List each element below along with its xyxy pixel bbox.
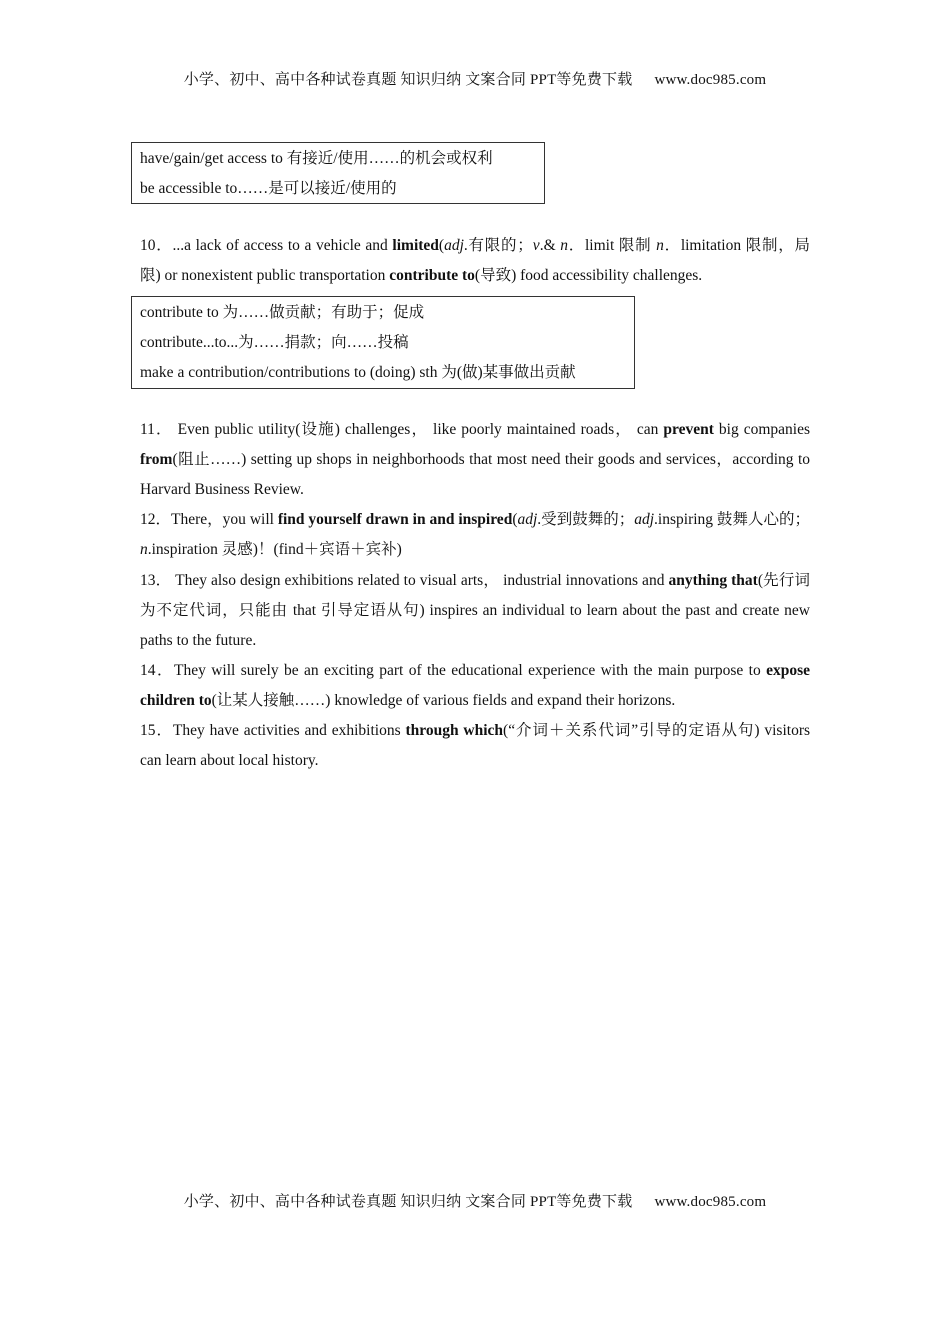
contribute-phrase-box (131, 296, 635, 389)
item14-text-1: 14．They will surely be an exciting part of the educational experience with the main purpose to (140, 662, 767, 679)
item12-text-5: .inspiration 灵感)！(find＋宾语＋宾补) (147, 541, 402, 558)
item11-bold-2: from (140, 451, 173, 468)
header-url-link[interactable]: www.doc985.com (654, 72, 767, 88)
item14-text-2: (让某人接触……) knowledge of various fields and expand their horizons. (211, 692, 676, 709)
item12-text-2: ( (512, 511, 518, 528)
item15-bold-1: through which (405, 722, 504, 739)
item-10 (140, 231, 810, 291)
item12-text-3: .受到鼓舞的； (537, 511, 635, 528)
item10-text-3: .有限的； (463, 237, 533, 254)
access-phrase-box (131, 142, 545, 204)
item10-italic-2: v (532, 237, 540, 254)
item-14 (140, 656, 810, 716)
item10-text-2: ( (438, 237, 445, 254)
item13-text-1: 13． They also design exhibitions related to visual arts， industrial innovations and (140, 572, 669, 589)
footer-url-link[interactable]: www.doc985.com (654, 1194, 767, 1210)
item12-text-4: .inspiring 鼓舞人心的； (654, 511, 810, 528)
item10-bold-1: limited (392, 237, 439, 254)
item12-bold-1: find yourself drawn in and inspired (277, 511, 513, 528)
item11-text-1: 11． Even public utility(设施) challenges， like poorly maintained roads， can (140, 421, 664, 438)
item15-text-2: (“介词＋关系代词”引导的定语从句) visitors can learn about local history. (140, 722, 811, 769)
item10-italic-3: n (560, 237, 568, 254)
item12-italic-1: adj (517, 511, 538, 528)
item15-text-1: 15．They have activities and exhibitions (140, 722, 406, 739)
page-footer (0, 1190, 950, 1211)
footer-text: 小学、初中、高中各种试卷真题 知识归纳 文案合同 PPT等免费下载 (183, 1194, 633, 1210)
item11-text-3: (阻止……) setting up shops in neighborhoods that most need their goods and services，according to Harvard Business Review. (140, 451, 810, 498)
header-text: 小学、初中、高中各种试卷真题 知识归纳 文案合同 PPT等免费下载 (183, 72, 633, 88)
box2-line-2: contribute...to...为……捐款；向……投稿 (140, 334, 409, 351)
item11-text-2: big companies (713, 421, 810, 438)
page-header (0, 68, 950, 89)
item11-bold-1: prevent (663, 421, 714, 438)
item13-bold-1: anything that (668, 572, 758, 589)
item13-text-2: (先行词为不定代词，只能由 that 引导定语从句) inspires an individual to learn about the past and create new paths to the future. (140, 572, 810, 649)
item-12 (140, 505, 810, 565)
item10-text-4: .& (539, 237, 561, 254)
item10-text-1: 10．...a lack of access to a vehicle and (140, 237, 393, 254)
box1-line-2: be accessible to……是可以接近/使用的 (140, 180, 397, 197)
box2-line-1: contribute to 为……做贡献；有助于；促成 (140, 304, 425, 321)
item10-text-6: ．limitation 限制，局限) or nonexistent public transportation (140, 237, 810, 284)
item10-italic-1: adj (444, 237, 464, 254)
item-11 (140, 415, 810, 505)
item-13 (140, 566, 810, 656)
item10-bold-2: contribute to (389, 267, 475, 284)
item10-text-5: ．limit 限制 (568, 237, 657, 254)
box2-line-3: make a contribution/contributions to (doing) sth 为(做)某事做出贡献 (140, 364, 576, 381)
item10-text-7: (导致) food accessibility challenges. (474, 267, 703, 284)
box1-line-1: have/gain/get access to 有接近/使用……的机会或权利 (140, 150, 493, 167)
item12-italic-2: adj (634, 511, 655, 528)
item-15 (140, 716, 810, 776)
item12-italic-3: n (140, 541, 148, 558)
item14-bold-1: expose children to (140, 662, 810, 709)
item10-italic-4: n (656, 237, 664, 254)
item12-text-1: 12．There，you will (140, 511, 278, 528)
